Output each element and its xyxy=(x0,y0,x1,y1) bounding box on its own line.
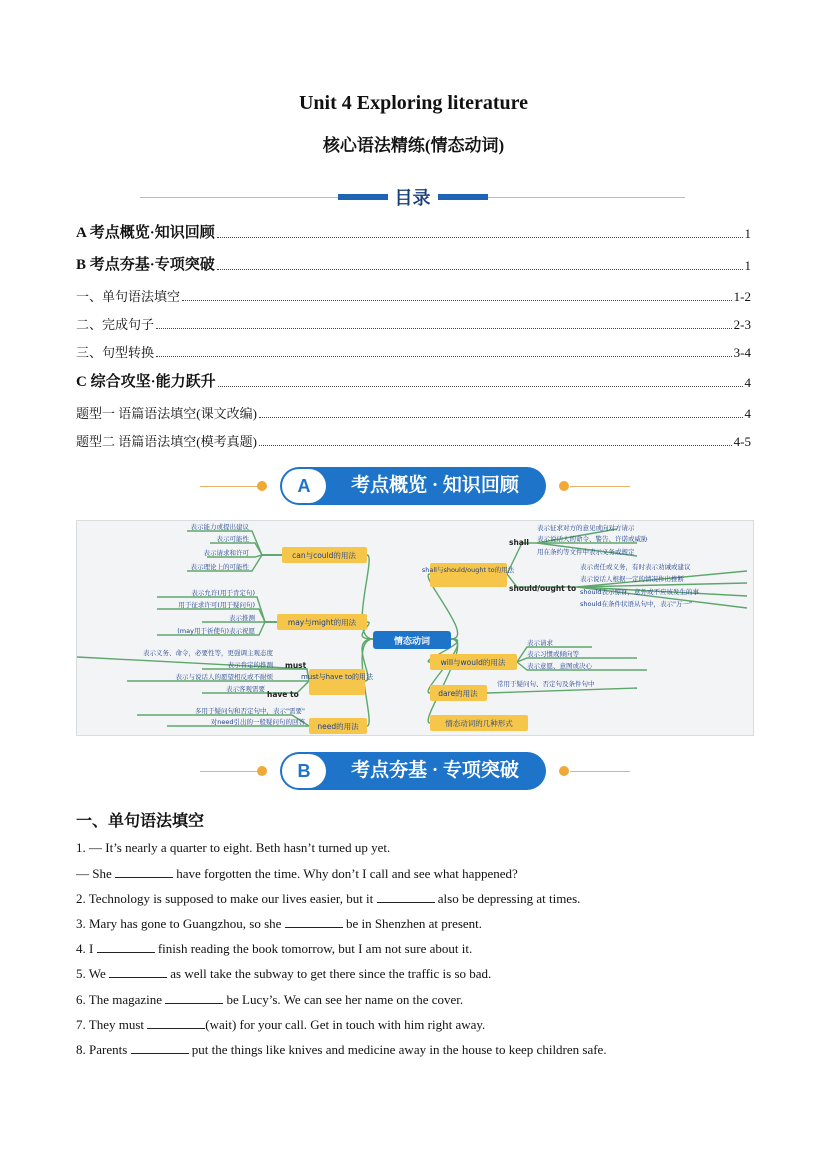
leaf-text: should表示惊讶，意外或不应该发生的事 xyxy=(580,588,700,596)
leaf-text: 表示请求 xyxy=(527,639,553,647)
leaf-text: 表示肯定的推测 xyxy=(227,661,273,669)
leaf-text: 常用于疑问句、否定句及条件句中 xyxy=(497,680,595,688)
mind-map xyxy=(76,520,754,736)
leaf-text: 用在条约等文件中表示义务或规定 xyxy=(537,548,635,556)
toc-item[interactable]: C 综合攻坚·能力跃升 4 xyxy=(76,374,751,390)
exercise-line: 4. I finish reading the book tomorrow, but I am not sure about it. xyxy=(76,941,473,956)
label-have-to: have to xyxy=(267,690,299,699)
leaf-text: 表示请求和许可 xyxy=(203,549,249,557)
exercise-line: 2. Technology is supposed to make our lives easier, but it also be depressing at times. xyxy=(76,891,581,906)
leaf-text: 表示理论上的可能性 xyxy=(190,563,249,571)
toc-item[interactable]: 二、完成句子 2-3 xyxy=(76,317,751,332)
answer-blank[interactable] xyxy=(109,965,167,978)
center-node-text: 情态动词 xyxy=(393,637,431,647)
exercise-line: 6. The magazine be Lucy’s. We can see her name on the cover. xyxy=(76,992,464,1007)
branch-line xyxy=(487,688,637,693)
toc-item[interactable]: B 考点夯基·专项突破 1 xyxy=(76,257,751,273)
toc-item[interactable]: 一、单句语法填空 1-2 xyxy=(76,289,751,304)
branch-line xyxy=(157,609,277,622)
exercise-line: 5. We as well take the subway to get there since the traffic is so bad. xyxy=(76,966,492,981)
leaf-text: 表示征求对方的意见或向对方请示 xyxy=(537,524,635,532)
leaf-text: 表示推测 xyxy=(229,614,255,622)
leaf-text: 表示可能性 xyxy=(216,535,249,543)
answer-blank[interactable] xyxy=(131,1041,189,1054)
banner-text: 考点夯基 · 专项突破 xyxy=(351,760,519,781)
leaf-text: (may用于祈使句)表示祝愿 xyxy=(177,627,255,635)
toc-heading-text: 目录 xyxy=(394,188,431,208)
leaf-text: 表示责任或义务，有时表示劝诫或建议 xyxy=(580,563,691,571)
exercise-line: 1. — It’s nearly a quarter to eight. Beth hasn’t turned up yet. xyxy=(76,840,391,855)
leaf-text: 对need引出的一般疑问句的回答 xyxy=(210,718,305,726)
answer-blank[interactable] xyxy=(165,991,223,1004)
document-subtitle: 核心语法精练(情态动词) xyxy=(322,136,505,155)
section-banner-b xyxy=(200,752,620,792)
leaf-text: 多用于疑问句和否定句中，表示"需要" xyxy=(195,707,305,715)
leaf-text: 用于征求许可(用于疑问句) xyxy=(178,601,255,609)
node-dare-text: dare的用法 xyxy=(438,689,478,698)
toc-item[interactable]: A 考点概览·知识回顾 1 xyxy=(76,225,751,241)
exercise-line: 7. They must (wait) for your call. Get in touch with him right away. xyxy=(76,1017,486,1032)
section-banner-a xyxy=(200,467,620,507)
toc-item[interactable]: 三、句型转换 3-4 xyxy=(76,345,751,360)
label-must: must xyxy=(285,661,307,670)
exercise-line: 3. Mary has gone to Guangzhou, so she be in Shenzhen at present. xyxy=(76,916,483,931)
node-must-text: must与have to的用法 xyxy=(300,673,374,681)
node-need-text: need的用法 xyxy=(317,722,359,731)
leaf-text: should在条件状语从句中，表示"万一" xyxy=(580,600,693,608)
leaf-text: 表示意愿、意图或决心 xyxy=(527,662,592,670)
leaf-text: 表示与说话人的愿望相反或不耐烦 xyxy=(175,673,273,681)
node-can-text: can与could的用法 xyxy=(292,551,356,560)
banner-text: 考点概览 · 知识回顾 xyxy=(351,475,519,496)
label-should: should/ought to xyxy=(509,584,577,593)
toc-item[interactable]: 题型二 语篇语法填空(模考真题) 4-5 xyxy=(76,434,751,449)
leaf-text: 表示义务、命令，必要性等，更强调主观态度 xyxy=(143,649,273,657)
section-heading: 一、单句语法填空 xyxy=(76,811,205,830)
answer-blank[interactable] xyxy=(115,865,173,878)
leaf-text: 表示习惯或倾向等 xyxy=(527,650,579,658)
leaf-text: 表示能力或提出建议 xyxy=(190,523,249,531)
mind-map-svg xyxy=(77,521,753,735)
node-shall-text: shall与should/ought to的用法 xyxy=(421,566,515,574)
answer-blank[interactable] xyxy=(147,1016,205,1029)
node-will-text: will与would的用法 xyxy=(440,658,506,667)
banner-letter: B xyxy=(282,754,326,788)
document-title: Unit 4 Exploring literature xyxy=(298,92,529,114)
toc-heading xyxy=(140,184,685,210)
leaf-text: 表示客观需要 xyxy=(226,685,265,693)
answer-blank[interactable] xyxy=(97,940,155,953)
leaf-text: 表示允许(用于肯定句) xyxy=(191,589,255,597)
label-shall: shall xyxy=(509,538,530,547)
banner-letter: A xyxy=(282,469,326,503)
answer-blank[interactable] xyxy=(285,915,343,928)
answer-blank[interactable] xyxy=(377,890,435,903)
node-forms-text: 情态动词的几种形式 xyxy=(445,719,513,728)
leaf-text: 表示说话人的命令、警告、许诺或威胁 xyxy=(537,535,648,543)
toc-item[interactable]: 题型一 语篇语法填空(课文改编) 4 xyxy=(76,406,751,421)
exercise-line: 8. Parents put the things like knives and medicine away in the house to keep children safe. xyxy=(76,1042,607,1057)
exercise-line: — She have forgotten the time. Why don’t I call and see what happened? xyxy=(76,866,518,881)
node-may-text: may与might的用法 xyxy=(287,618,357,627)
leaf-text: 表示说话人根据一定的情况作出推断 xyxy=(580,575,684,583)
